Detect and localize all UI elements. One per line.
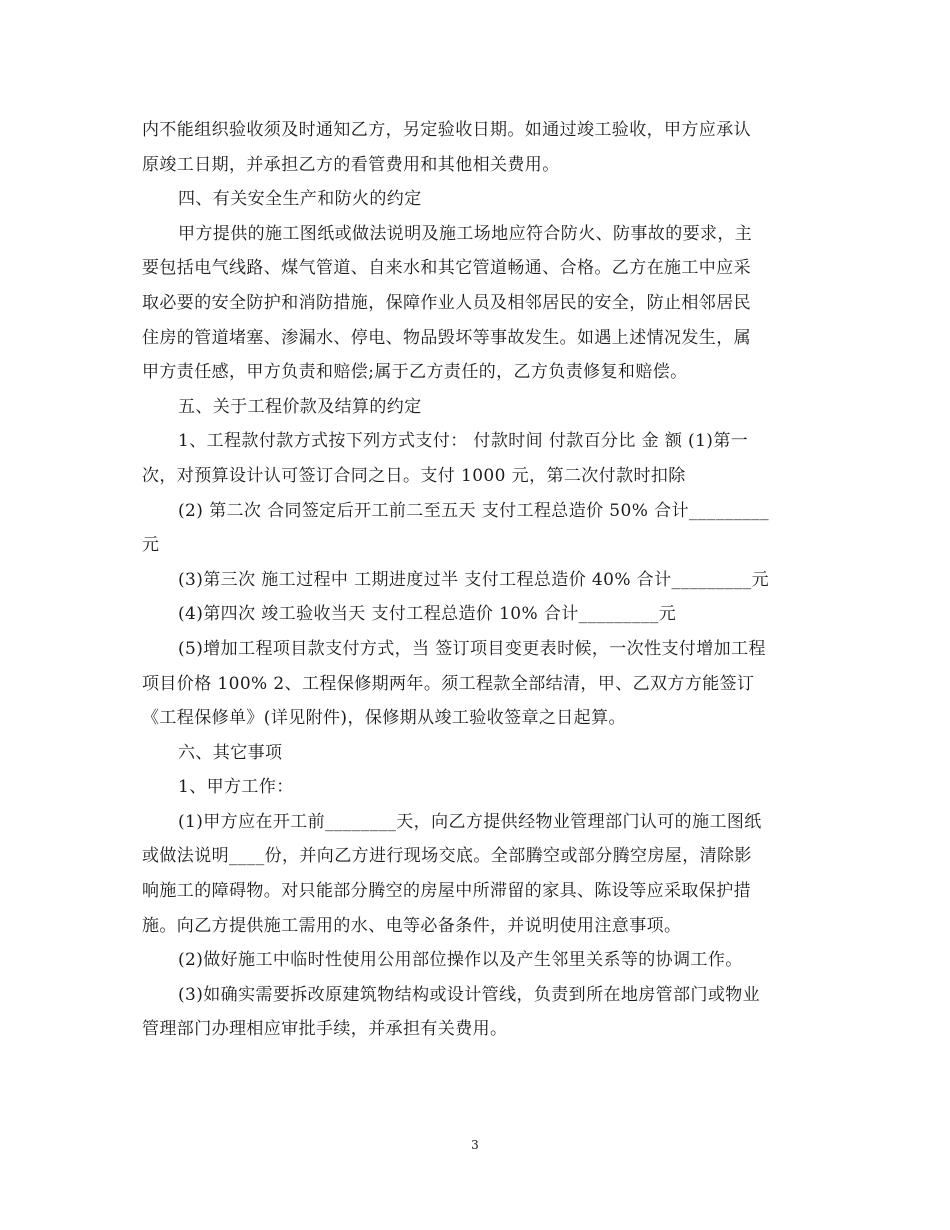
text-line: (4)第四次 竣工验收当天 支付工程总造价 10% 合计_________元 <box>178 604 677 625</box>
text-line: 要包括电气线路、煤气管道、自来水和其它管道畅通、合格。乙方在施工中应采 <box>142 258 751 279</box>
text-line: 取必要的安全防护和消防措施，保障作业人员及相邻居民的安全，防止相邻居民 <box>142 292 751 313</box>
text-line: (1)甲方应在开工前________天，向乙方提供经物业管理部门认可的施工图纸 <box>178 811 762 832</box>
section-heading: 四、有关安全生产和防火的约定 <box>178 189 422 210</box>
text-line: 住房的管道堵塞、渗漏水、停电、物品毁坏等事故发生。如遇上述情况发生，属 <box>142 327 751 348</box>
text-line: (3)第三次 施工过程中 工期进度过半 支付工程总造价 40% 合计_________元 <box>178 569 769 590</box>
text-line: (5)增加工程项目款支付方式，当 签订项目变更表时候，一次性支付增加工程 <box>178 638 766 659</box>
text-line: (2)做好施工中临时性使用公用部位操作以及产生邻里关系等的协调工作。 <box>178 950 743 971</box>
text-line: 《工程保修单》(详见附件)，保修期从竣工验收签章之日起算。 <box>142 708 626 729</box>
text-line: 甲方责任感，甲方负责和赔偿;属于乙方责任的，乙方负责修复和赔偿。 <box>142 362 688 383</box>
text-line: (3)如确实需要拆改原建筑物结构或设计管线，负责到所在地房管部门或物业 <box>178 984 761 1005</box>
subsection-heading: 1、甲方工作： <box>178 777 294 798</box>
text-line: 次，对预算设计认可签订合同之日。支付 1000 元，第二次付款时扣除 <box>142 465 686 486</box>
page-number: 3 <box>471 1138 479 1152</box>
text-line: 管理部门办理相应审批手续，并承担有关费用。 <box>142 1019 508 1040</box>
section-heading: 六、其它事项 <box>178 742 283 763</box>
text-line: 施。向乙方提供施工需用的水、电等必备条件，并说明使用注意事项。 <box>142 915 682 936</box>
text-line: 响施工的障碍物。对只能部分腾空的房屋中所滞留的家具、陈设等应采取保护措 <box>142 881 751 902</box>
text-line: 1、工程款付款方式按下列方式支付： 付款时间 付款百分比 金 额 (1)第一 <box>178 431 749 452</box>
text-line: 项目价格 100% 2、工程保修期两年。须工程款全部结清，甲、乙双方方能签订 <box>142 673 755 694</box>
document-body <box>142 113 812 1047</box>
section-heading: 五、关于工程价款及结算的约定 <box>178 396 422 417</box>
text-line: (2) 第二次 合同签定后开工前二至五天 支付工程总造价 50% 合计_________ <box>178 500 769 521</box>
text-line: 或做法说明____份，并向乙方进行现场交底。全部腾空或部分腾空房屋，清除影 <box>142 846 752 867</box>
text-line: 原竣工日期，并承担乙方的看管费用和其他相关费用。 <box>142 154 560 175</box>
text-line: 内不能组织验收须及时通知乙方，另定验收日期。如通过竣工验收，甲方应承认 <box>142 120 751 140</box>
text-line: 甲方提供的施工图纸或做法说明及施工场地应符合防火、防事故的要求，主 <box>178 223 753 244</box>
text-line: 元 <box>142 535 160 556</box>
